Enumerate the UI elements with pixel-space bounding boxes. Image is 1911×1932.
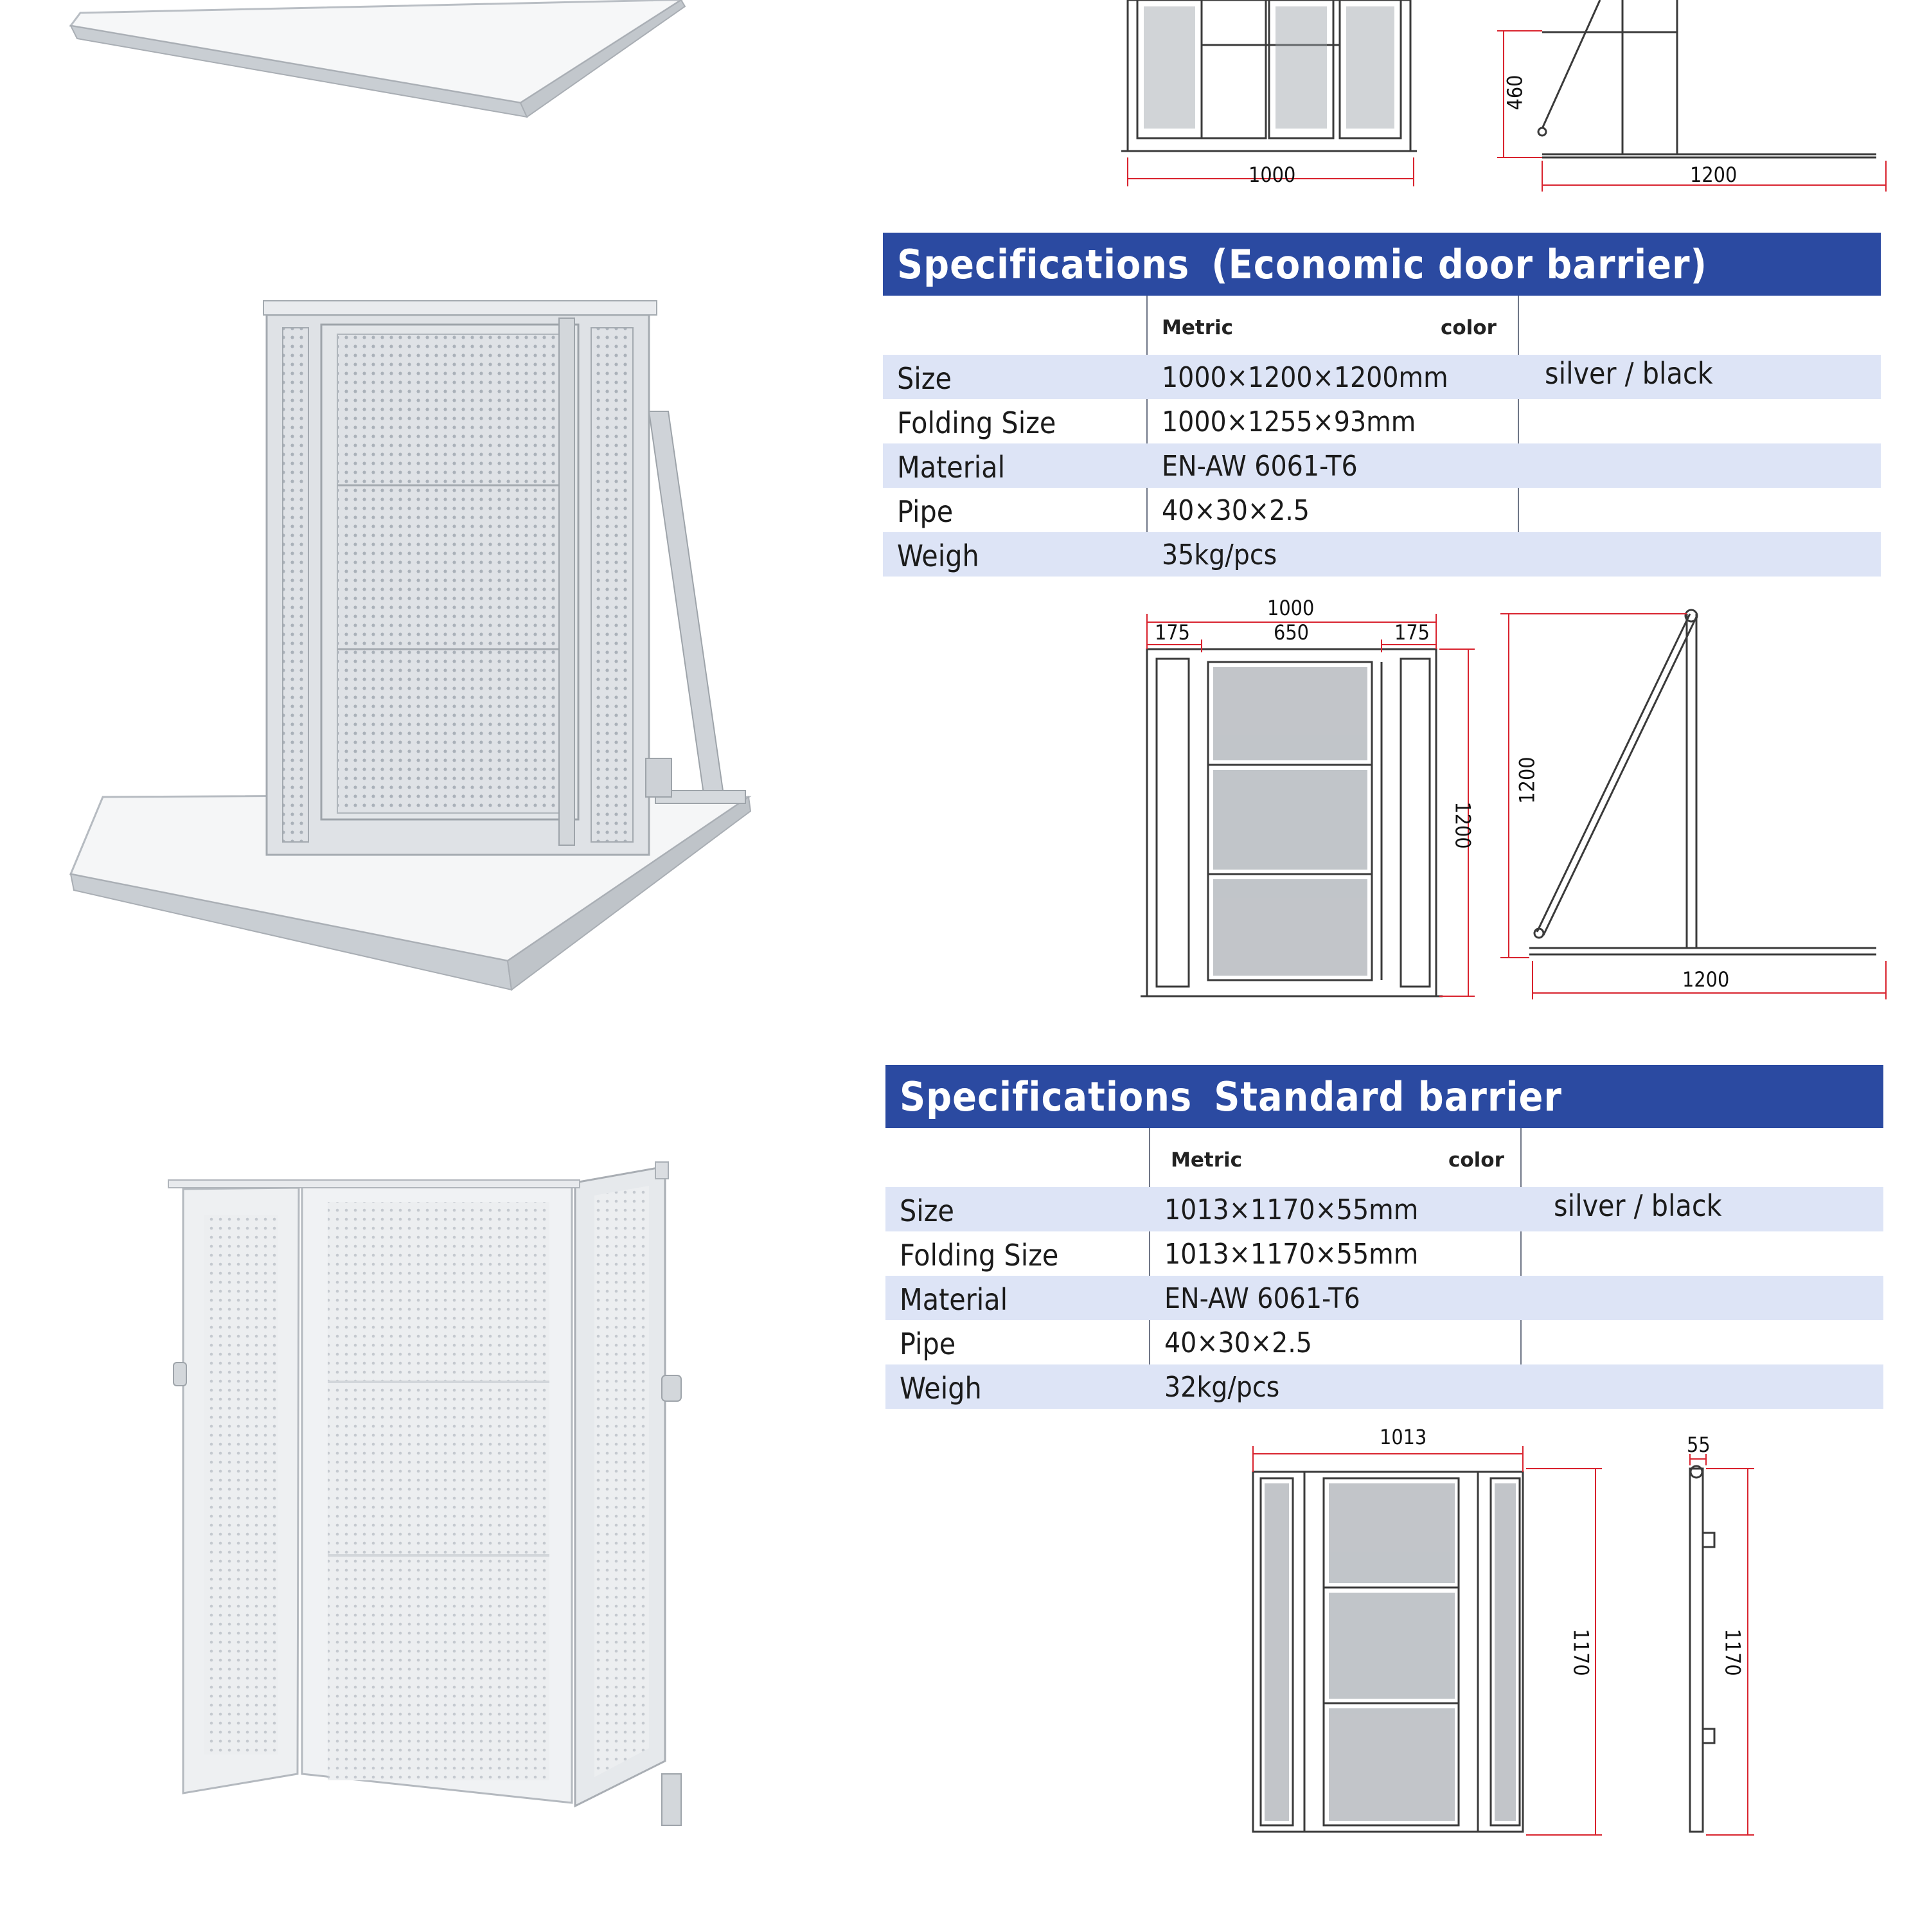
top-side-height-label: 460 [1502, 75, 1527, 111]
table-row: Size 1000×1200×1200mm silver / black [883, 355, 1881, 399]
top-side-width-label: 1200 [1690, 163, 1738, 187]
economic-front-height-label: 1200 [1450, 801, 1475, 849]
economic-side-width-label: 1200 [1682, 967, 1730, 992]
economic-right-width-label: 175 [1394, 620, 1430, 645]
standard-color-value: silver / black [1554, 1188, 1722, 1223]
economic-left-width-label: 175 [1155, 620, 1190, 645]
economic-title-left: Specifications [897, 240, 1190, 288]
standard-spec-header [885, 1065, 1883, 1128]
standard-front-height-label: 1170 [1569, 1629, 1594, 1676]
economic-spec-header [883, 233, 1881, 296]
standard-side-drawing [1690, 1466, 1714, 1832]
economic-side-drawing [1529, 610, 1876, 954]
economic-middle-width-label: 650 [1274, 620, 1309, 645]
economic-color-value: silver / black [1545, 356, 1713, 391]
table-row: Pipe 40×30×2.5 [900, 1327, 1312, 1361]
economic-total-width-label: 1000 [1267, 596, 1315, 620]
economic-front-perforation [1213, 667, 1367, 976]
economic-spec-block [883, 233, 1881, 577]
standard-front-width-label: 1013 [1380, 1425, 1427, 1449]
economic-color-header: color [1441, 316, 1497, 339]
standard-spec-block [885, 1065, 1883, 1409]
standard-side-depth-label: 55 [1687, 1433, 1711, 1457]
economic-metric-header: Metric [1162, 316, 1233, 339]
table-row: Material EN-AW 6061-T6 [885, 1276, 1883, 1320]
standard-title-left: Specifications [900, 1073, 1193, 1120]
top-side-drawing [1538, 0, 1876, 157]
table-row: Weigh 32kg/pcs [885, 1364, 1883, 1409]
standard-side-height-label: 1170 [1720, 1629, 1745, 1676]
economic-title-right: (Economic door barrier) [1211, 240, 1707, 288]
table-row: Weigh 35kg/pcs [883, 532, 1881, 577]
economic-table-head [883, 296, 1881, 355]
table-row: Folding Size 1000×1255×93mm [897, 406, 1416, 440]
table-row: Material EN-AW 6061-T6 [883, 443, 1881, 488]
standard-spec-table [885, 1128, 1883, 1409]
standard-table-head [885, 1128, 1883, 1187]
economic-side-height-label: 1200 [1515, 756, 1540, 804]
table-row: Size 1013×1170×55mm silver / black [885, 1187, 1883, 1231]
standard-metric-header: Metric [1171, 1149, 1242, 1172]
standard-title-right: Standard barrier [1214, 1073, 1562, 1120]
table-row: Folding Size 1013×1170×55mm [900, 1238, 1419, 1273]
table-row: Pipe 40×30×2.5 [897, 494, 1310, 529]
top-front-width-label: 1000 [1249, 163, 1296, 187]
standard-color-header: color [1448, 1149, 1504, 1172]
economic-spec-table [883, 296, 1881, 577]
